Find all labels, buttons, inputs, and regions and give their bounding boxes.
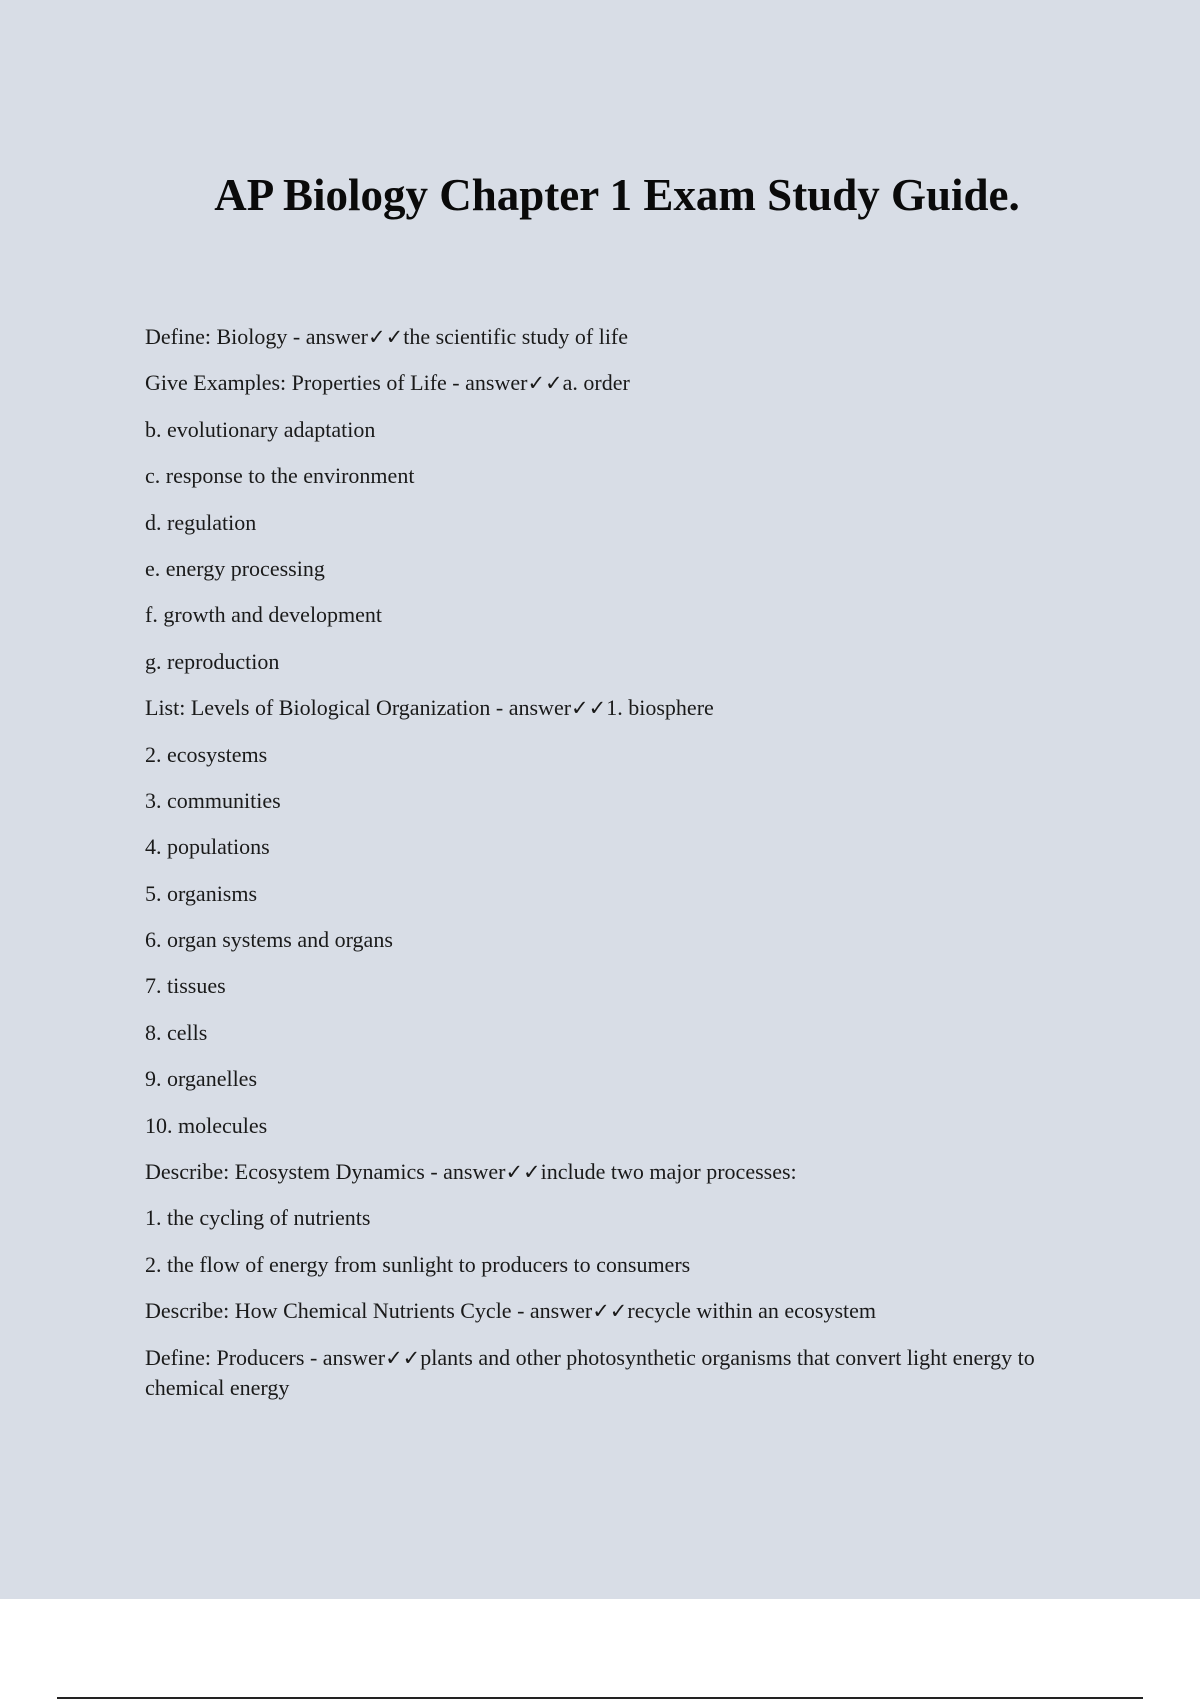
answer-text: a. order (562, 370, 630, 396)
question-line (145, 693, 1045, 723)
question-prompt: Describe: How Chemical Nutrients Cycle - answer (145, 1298, 593, 1324)
list-item: 8. cells (145, 1019, 208, 1045)
list-item: 6. organ systems and organs (145, 927, 393, 953)
check-mark-icon: ✓✓ (368, 325, 404, 349)
question-line (145, 1343, 1045, 1403)
check-mark-icon: ✓✓ (505, 1160, 541, 1185)
list-item: 5. organisms (145, 880, 258, 906)
list-item: 4. populations (145, 834, 270, 860)
question-prompt: Define: Producers - answer (145, 1344, 386, 1370)
question-prompt: Describe: Ecosystem Dynamics - answer (145, 1159, 506, 1185)
check-mark-icon: ✓✓ (571, 696, 607, 721)
question-prompt: Define: Biology - answer (145, 324, 368, 349)
check-mark-icon: ✓✓ (527, 371, 563, 396)
document-title: AP Biology Chapter 1 Exam Study Guide. (214, 170, 1020, 220)
check-mark-icon: ✓✓ (592, 1299, 628, 1324)
list-item: e. energy processing (145, 555, 325, 581)
list-item: f. growth and development (145, 602, 383, 628)
study-guide-list (145, 322, 1045, 1419)
list-item: 2. ecosystems (145, 741, 268, 767)
question-line (145, 1157, 1045, 1187)
list-item: 3. communities (145, 787, 281, 813)
list-item: 9. organelles (145, 1066, 258, 1092)
answer-text: include two major processes: (540, 1159, 797, 1185)
question-line (145, 1296, 1045, 1326)
list-item: 10. molecules (145, 1112, 268, 1138)
list-item: g. reproduction (145, 648, 280, 674)
list-item: d. regulation (145, 509, 257, 535)
answer-text: recycle within an ecosystem (627, 1298, 877, 1324)
question-line (145, 322, 1045, 352)
list-item: c. response to the environment (145, 463, 415, 489)
check-mark-icon: ✓✓ (385, 1345, 421, 1370)
answer-text: 1. biosphere (606, 695, 714, 721)
list-item: 7. tissues (145, 973, 226, 999)
list-item: 2. the flow of energy from sunlight to producers to consumers (145, 1251, 691, 1277)
question-line (145, 368, 1045, 398)
answer-text: plants and other photosynthetic organisms that convert light energy to chemical energy (145, 1344, 1035, 1400)
footer-divider (57, 1697, 1143, 1699)
question-prompt: Give Examples: Properties of Life - answer (145, 370, 528, 396)
question-prompt: List: Levels of Biological Organization - answer (145, 695, 572, 721)
answer-text: the scientific study of life (403, 324, 629, 349)
list-item: 1. the cycling of nutrients (145, 1205, 371, 1231)
list-item: b. evolutionary adaptation (145, 416, 376, 442)
